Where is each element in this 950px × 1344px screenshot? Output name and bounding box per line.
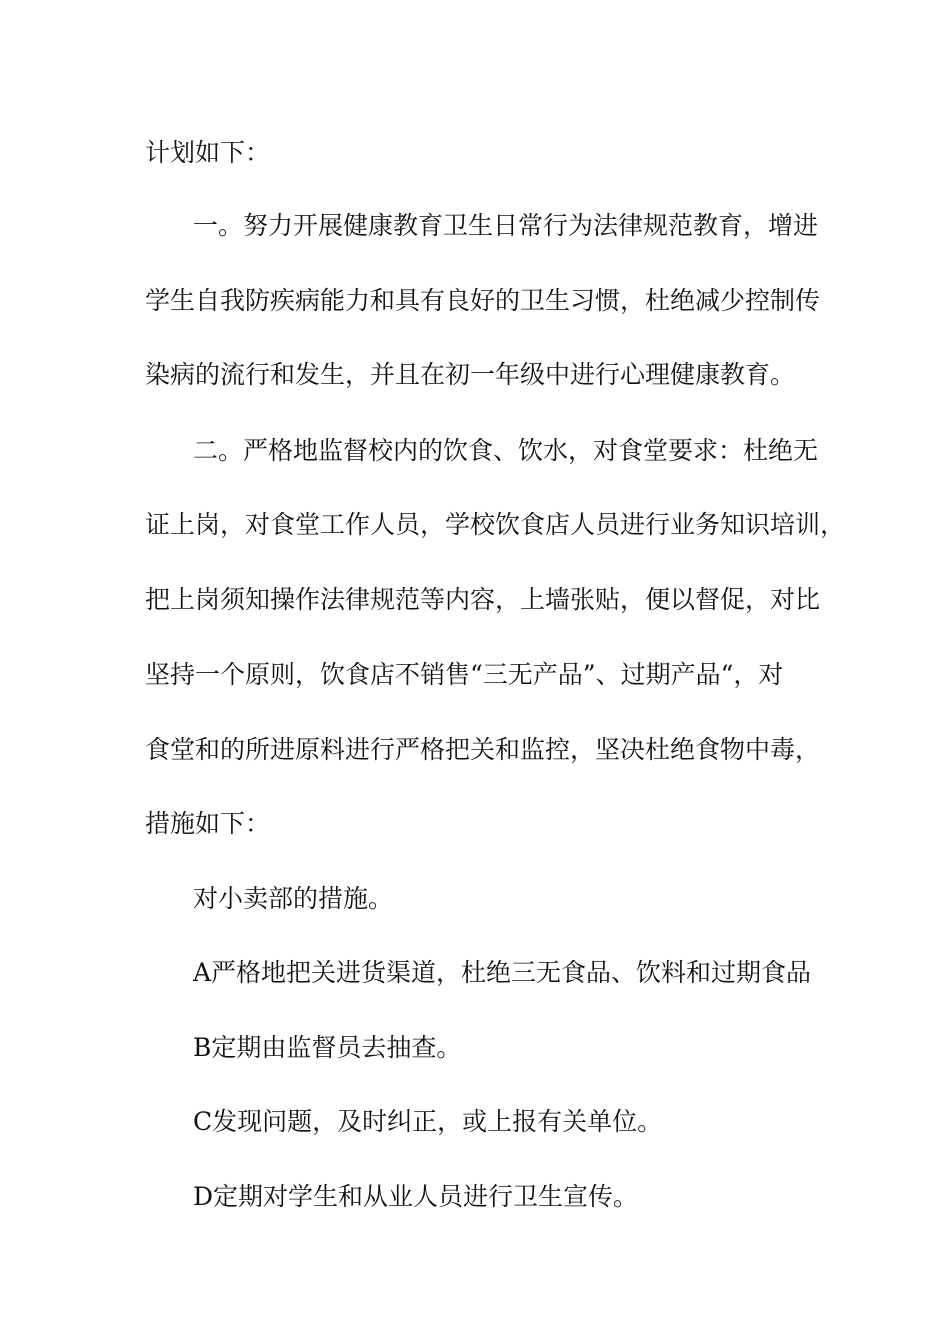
text-line: 把上岗须知操作法律规范等内容，上墙张贴，便以督促，对比	[145, 585, 821, 614]
text-line: 食堂和的所进原料进行严格把关和监控，坚决杜绝食物中毒，	[145, 735, 821, 764]
text-line: 二。严格地监督校内的饮食、饮水，对食堂要求：杜绝无	[193, 436, 819, 465]
text-line: 一。努力开展健康教育卫生日常行为法律规范教育，增进	[193, 211, 819, 240]
text-line: B定期由监督员去抽查。	[193, 1033, 462, 1062]
text-line: D定期对学生和从业人员进行卫生宣传。	[193, 1182, 639, 1211]
text-line: 对小卖部的措施。	[193, 884, 394, 913]
text-line: 坚持一个原则，饮食店不销售“三无产品”、过期产品“，对	[145, 660, 784, 689]
text-line: 证上岗，对食堂工作人员，学校饮食店人员进行业务知识培训，	[145, 510, 846, 539]
text-line: A严格地把关进货渠道，杜绝三无食品、饮料和过期食品	[193, 958, 812, 987]
text-line: 染病的流行和发生，并且在初一年级中进行心理健康教育。	[145, 360, 796, 389]
text-line: 措施如下：	[145, 809, 271, 838]
text-line: 计划如下：	[145, 138, 271, 167]
text-line: C发现问题，及时纠正，或上报有关单位。	[193, 1107, 663, 1136]
text-line: 学生自我防疾病能力和具有良好的卫生习惯，杜绝减少控制传	[145, 286, 821, 315]
